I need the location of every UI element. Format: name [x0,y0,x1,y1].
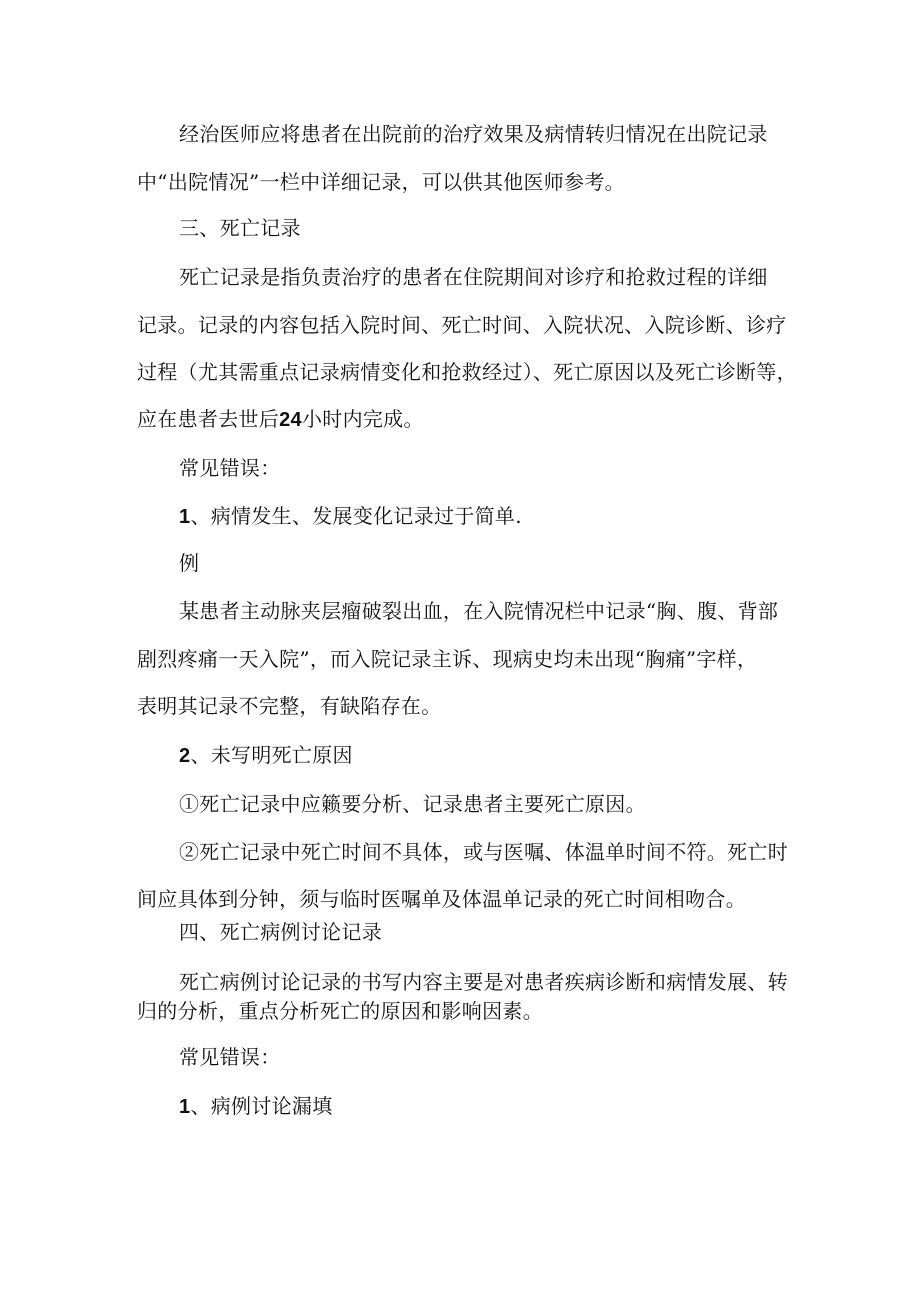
section-heading: 四、死亡病例讨论记录 [179,920,382,944]
list-number: 1 [179,506,191,528]
paragraph-line [137,407,424,432]
line-text: 小时内完成。 [301,407,424,431]
paragraph-line: 表明其记录不完整，有缺陷存在。 [137,694,442,718]
hours-number: 24 [279,409,302,431]
paragraph-line: 间应具体到分钟，须与临时医嘱单及体温单记录的死亡时间相吻合。 [137,887,746,911]
paragraph-line: 死亡病例讨论记录的书写内容主要是对患者疾病诊断和病情发展、转 [179,970,788,994]
line-text: 应在患者去世后 [137,407,280,431]
list-item [179,504,522,529]
paragraph-line: 剧烈疼痛一天入院”，而入院记录主诉、现病史均未出现“胸痛”字样， [137,647,758,671]
paragraph-line: 死亡记录是指负责治疗的患者在住院期间对诊疗和抢救过程的详细 [179,265,768,289]
paragraph-line: 经治医师应将患者在出院前的治疗效果及病情转归情况在出院记录 [179,122,768,146]
list-item-text: 、未写明死亡原因 [190,743,353,767]
list-item [179,1094,333,1119]
list-number: 1 [179,1096,191,1118]
paragraph-line: 记录。记录的内容包括入院时间、死亡时间、入院状况、入院诊断、诊疗 [137,313,787,337]
list-item-text: 、病例讨论漏填 [190,1094,333,1118]
paragraph-line: ②死亡记录中死亡时间不具体，或与医嘱、体温单时间不符。死亡时 [179,840,788,864]
section-heading: 三、死亡记录 [179,216,301,240]
paragraph-line: 过程（尤其需重点记录病情变化和抢救经过）、死亡原因以及死亡诊断等， [137,360,797,384]
list-number: 2 [179,745,191,767]
paragraph-line: 中“出院情况”一栏中详细记录，可以供其他医师参考。 [137,170,625,194]
sub-item: ①死亡记录中应籁要分析、记录患者主要死亡原因。 [179,792,646,816]
example-label: 例 [179,551,200,575]
subheading: 常见错误： [179,1045,281,1069]
paragraph-line: 归的分析，重点分析死亡的原因和影响因素。 [137,999,543,1023]
list-item-text: 、病情发生、发展变化记录过于简单. [190,504,522,528]
paragraph-line: 某患者主动脉夹层瘤破裂出血，在入院情况栏中记录“胸、腹、背部 [179,599,779,623]
list-item [179,743,353,768]
subheading: 常见错误： [179,456,281,480]
